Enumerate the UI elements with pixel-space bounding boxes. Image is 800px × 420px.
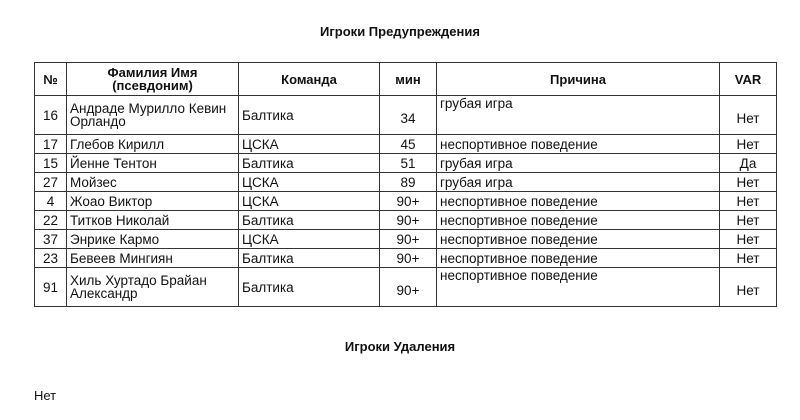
table-row: [35, 211, 777, 230]
var-status: Нет: [720, 96, 777, 135]
card-reason: неспортивное поведение: [437, 268, 720, 307]
player-team: Балтика: [239, 249, 380, 268]
player-team: Балтика: [239, 268, 380, 307]
card-minute: 89: [380, 173, 437, 192]
warnings-title: Игроки Предупреждения: [320, 24, 480, 39]
player-name: Жоао Виктор: [67, 192, 239, 211]
card-minute: 90+: [380, 211, 437, 230]
column-header-number: №: [35, 63, 67, 96]
table-row: [35, 268, 777, 307]
player-team: ЦСКА: [239, 192, 380, 211]
player-name: Йенне Тентон: [67, 154, 239, 173]
player-name: Глебов Кирилл: [67, 135, 239, 154]
player-team: ЦСКА: [239, 230, 380, 249]
player-team: ЦСКА: [239, 173, 380, 192]
column-header-var: VAR: [720, 63, 777, 96]
card-reason: неспортивное поведение: [437, 135, 720, 154]
card-reason: неспортивное поведение: [437, 230, 720, 249]
player-name: Титков Николай: [67, 211, 239, 230]
card-reason: неспортивное поведение: [437, 192, 720, 211]
table-row: [35, 249, 777, 268]
column-header-reason: Причина: [437, 63, 720, 96]
card-minute: 90+: [380, 230, 437, 249]
column-header-name: Фамилия Имя (псевдоним): [67, 63, 239, 96]
var-status: Нет: [720, 173, 777, 192]
column-header-minute: мин: [380, 63, 437, 96]
card-reason: грубая игра: [437, 154, 720, 173]
table-header-row: [35, 63, 777, 96]
card-reason: неспортивное поведение: [437, 249, 720, 268]
var-status: Нет: [720, 135, 777, 154]
column-header-team: Команда: [239, 63, 380, 96]
var-status: Нет: [720, 211, 777, 230]
player-team: Балтика: [239, 154, 380, 173]
player-number: 22: [35, 211, 67, 230]
var-status: Нет: [720, 192, 777, 211]
player-number: 15: [35, 154, 67, 173]
card-minute: 90+: [380, 268, 437, 307]
player-name: Андраде Мурилло Кевин Орландо: [67, 96, 239, 135]
player-name: Мойзес: [67, 173, 239, 192]
table-row: [35, 135, 777, 154]
card-minute: 90+: [380, 249, 437, 268]
player-team: ЦСКА: [239, 135, 380, 154]
table-row: [35, 154, 777, 173]
player-number: 4: [35, 192, 67, 211]
card-reason: грубая игра: [437, 96, 720, 135]
table-row: [35, 173, 777, 192]
card-minute: 90+: [380, 192, 437, 211]
player-number: 91: [35, 268, 67, 307]
player-number: 23: [35, 249, 67, 268]
player-number: 17: [35, 135, 67, 154]
player-team: Балтика: [239, 96, 380, 135]
table-row: [35, 96, 777, 135]
player-number: 27: [35, 173, 67, 192]
card-minute: 45: [380, 135, 437, 154]
card-reason: грубая игра: [437, 173, 720, 192]
table-row: [35, 192, 777, 211]
player-name: Энрике Кармо: [67, 230, 239, 249]
card-minute: 34: [380, 96, 437, 135]
card-minute: 51: [380, 154, 437, 173]
var-status: Нет: [720, 249, 777, 268]
var-status: Нет: [720, 268, 777, 307]
warnings-table: [34, 62, 777, 307]
expulsions-title: Игроки Удаления: [344, 339, 456, 354]
table-row: [35, 230, 777, 249]
player-number: 16: [35, 96, 67, 135]
card-reason: неспортивное поведение: [437, 211, 720, 230]
expulsions-content: Нет: [34, 388, 57, 403]
player-name: Хиль Хуртадо Брайан Александр: [67, 268, 239, 307]
var-status: Нет: [720, 230, 777, 249]
player-number: 37: [35, 230, 67, 249]
player-team: Балтика: [239, 211, 380, 230]
player-name: Бевеев Мингиян: [67, 249, 239, 268]
var-status: Да: [720, 154, 777, 173]
